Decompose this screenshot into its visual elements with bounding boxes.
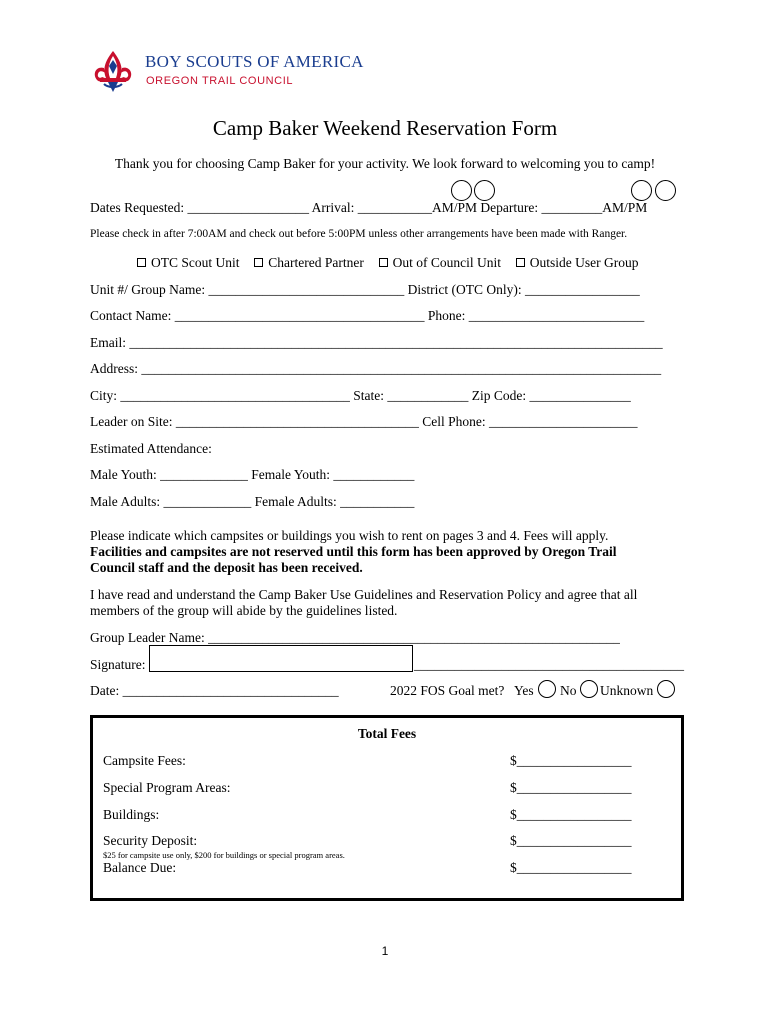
unit-type-options <box>137 255 638 271</box>
fos-yes-label: Yes <box>514 683 534 698</box>
reservation-warning-1: Facilities and campsites are not reserved until this form has been approved by Oregon Trail <box>90 544 617 559</box>
checkbox-icon <box>254 258 263 267</box>
fee-value-campsite[interactable]: $_________________ <box>510 753 632 768</box>
fos-no-label: No <box>560 683 577 698</box>
fos-yes-radio[interactable] <box>538 680 556 698</box>
fleur-de-lis-icon <box>88 48 138 98</box>
campsites-note: Please indicate which campsites or buildings you wish to rent on pages 3 and 4. Fees will apply. <box>90 528 609 543</box>
bsa-logo <box>88 48 138 98</box>
chartered-partner-checkbox[interactable]: Chartered Partner <box>254 255 364 270</box>
otc-scout-unit-checkbox[interactable]: OTC Scout Unit <box>137 255 240 270</box>
dates-requested-field[interactable]: Dates Requested: __________________ Arrival: ___________AM/PM Departure: _________AM/PM <box>90 200 648 215</box>
agreement-text-1: I have read and understand the Camp Baker Use Guidelines and Reservation Policy and agree that all <box>90 587 638 602</box>
fee-label-balance-due: Balance Due: <box>103 860 177 875</box>
intro-text: Thank you for choosing Camp Baker for your activity. We look forward to welcoming you to camp! <box>114 156 656 171</box>
reservation-warning-2: Council staff and the deposit has been received. <box>90 560 363 575</box>
city-state-zip-field[interactable]: City: __________________________________ State: ____________ Zip Code: _______________ <box>90 388 631 403</box>
total-fees-title: Total Fees <box>357 726 417 741</box>
signature-label: Signature: <box>90 657 146 672</box>
email-field[interactable]: Email: _______________________________________________________________________________ <box>90 335 663 350</box>
fos-no-radio[interactable] <box>580 680 598 698</box>
fee-label-buildings: Buildings: <box>103 807 160 822</box>
checkbox-icon <box>137 258 146 267</box>
departure-am-radio[interactable] <box>631 180 652 201</box>
leader-on-site-field[interactable]: Leader on Site: ____________________________________ Cell Phone: ______________________ <box>90 414 638 429</box>
group-leader-name-field[interactable]: Group Leader Name: _____________________________________________________________ <box>90 630 620 645</box>
council-name: OREGON TRAIL COUNCIL <box>146 75 294 87</box>
page-number: 1 <box>381 944 389 958</box>
fee-value-buildings[interactable]: $_________________ <box>510 807 632 822</box>
adult-attendance-field[interactable]: Male Adults: _____________ Female Adults: ___________ <box>90 494 415 509</box>
address-field[interactable]: Address: _____________________________________________________________________________ <box>90 361 662 376</box>
checkbox-icon <box>379 258 388 267</box>
fos-unknown-radio[interactable] <box>657 680 675 698</box>
form-title: Camp Baker Weekend Reservation Form <box>212 116 558 140</box>
deposit-note: $25 for campsite use only, $200 for buildings or special program areas. <box>103 850 345 860</box>
departure-pm-radio[interactable] <box>655 180 676 201</box>
org-name: BOY SCOUTS OF AMERICA <box>145 52 364 71</box>
contact-name-field[interactable]: Contact Name: _____________________________________ Phone: __________________________ <box>90 308 645 323</box>
fos-goal-label: 2022 FOS Goal met? <box>390 683 505 698</box>
fee-label-security-deposit: Security Deposit: <box>103 833 198 848</box>
outside-user-group-checkbox[interactable]: Outside User Group <box>516 255 639 270</box>
fee-value-balance-due[interactable]: $_________________ <box>510 860 632 875</box>
unit-group-name-field[interactable]: Unit #/ Group Name: _____________________________ District (OTC Only): _________________ <box>90 282 640 297</box>
fee-label-campsite: Campsite Fees: <box>103 753 186 768</box>
attendance-label: Estimated Attendance: <box>90 441 212 456</box>
arrival-pm-radio[interactable] <box>474 180 495 201</box>
signature-line: ________________________________________ <box>414 657 684 672</box>
checkbox-icon <box>516 258 525 267</box>
fee-label-special-program: Special Program Areas: <box>103 780 231 795</box>
fee-value-special-program[interactable]: $_________________ <box>510 780 632 795</box>
agreement-text-2: members of the group will abide by the guidelines listed. <box>90 603 398 618</box>
out-of-council-checkbox[interactable]: Out of Council Unit <box>379 255 501 270</box>
checkin-note: Please check in after 7:00AM and check out before 5:00PM unless other arrangements have been made with Ranger. <box>90 228 628 240</box>
signature-input[interactable] <box>149 645 413 672</box>
youth-attendance-field[interactable]: Male Youth: _____________ Female Youth: ____________ <box>90 467 415 482</box>
date-field[interactable]: Date: ________________________________ <box>90 683 339 698</box>
fos-unknown-label: Unknown <box>600 683 654 698</box>
arrival-am-radio[interactable] <box>451 180 472 201</box>
fee-value-security-deposit[interactable]: $_________________ <box>510 833 632 848</box>
